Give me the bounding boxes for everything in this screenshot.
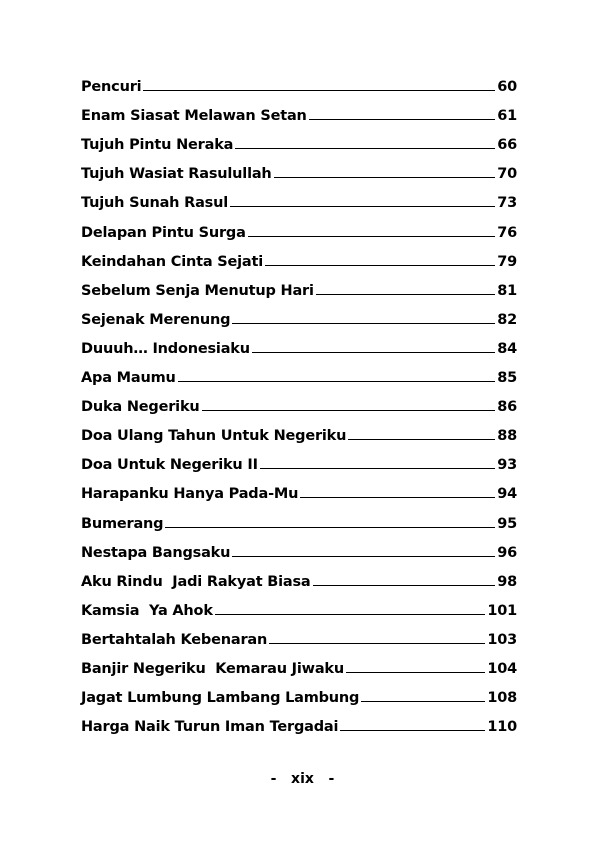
- toc-entry-title: Keindahan Cinta Sejati: [81, 253, 263, 270]
- toc-entry-page: 60: [497, 79, 517, 96]
- toc-entry-title: Doa Untuk Negeriku II: [81, 457, 258, 474]
- toc-entry-page: 95: [497, 515, 517, 532]
- toc-entry-title: Jagat Lumbung Lambang Lambung: [81, 690, 360, 707]
- toc-entry-page: 81: [497, 282, 517, 299]
- toc-entry-page: 70: [497, 166, 517, 183]
- toc-entry-title: Banjir Negeriku Kemarau Jiwaku: [81, 660, 344, 677]
- toc-leader-line: [215, 614, 486, 615]
- toc-entry[interactable]: [81, 328, 517, 357]
- toc-entry[interactable]: [81, 270, 517, 299]
- toc-leader-line: [235, 148, 495, 149]
- toc-entry-title: Kamsia Ya Ahok: [81, 602, 213, 619]
- toc-entry-page: 93: [497, 457, 517, 474]
- toc-leader-line: [265, 265, 495, 266]
- toc-entry-page: 85: [497, 370, 517, 387]
- toc-leader-line: [260, 468, 495, 469]
- toc-entry[interactable]: [81, 532, 517, 561]
- toc-entry-title: Enam Siasat Melawan Setan: [81, 108, 307, 125]
- toc-leader-line: [232, 323, 495, 324]
- toc-entry-title: Doa Ulang Tahun Untuk Negeriku: [81, 428, 347, 445]
- toc-entry[interactable]: [81, 153, 517, 182]
- toc-entry-page: 104: [487, 660, 517, 677]
- toc-entry-title: Harga Naik Turun Iman Tergadai: [81, 719, 339, 736]
- page-number: - xix -: [270, 771, 335, 787]
- toc-entry[interactable]: [81, 299, 517, 328]
- table-of-contents: [81, 66, 517, 735]
- toc-entry[interactable]: [81, 444, 517, 473]
- toc-leader-line: [348, 439, 495, 440]
- toc-entry[interactable]: [81, 415, 517, 444]
- toc-entry-title: Harapanku Hanya Pada-Mu: [81, 486, 299, 503]
- toc-entry[interactable]: [81, 357, 517, 386]
- toc-leader-line: [178, 381, 496, 382]
- toc-entry-title: Sejenak Merenung: [81, 311, 231, 328]
- toc-entry[interactable]: [81, 677, 517, 706]
- toc-entry-title: Tujuh Sunah Rasul: [81, 195, 229, 212]
- toc-entry-page: 110: [487, 719, 517, 736]
- toc-entry[interactable]: [81, 561, 517, 590]
- toc-entry[interactable]: [81, 124, 517, 153]
- toc-leader-line: [361, 701, 485, 702]
- toc-leader-line: [340, 730, 485, 731]
- toc-leader-line: [269, 643, 485, 644]
- toc-entry-page: 82: [497, 311, 517, 328]
- toc-entry-title: Bertahtalah Kebenaran: [81, 631, 268, 648]
- toc-entry-page: 103: [487, 631, 517, 648]
- toc-leader-line: [346, 672, 485, 673]
- toc-entry-page: 88: [497, 428, 517, 445]
- toc-leader-line: [230, 206, 495, 207]
- toc-leader-line: [313, 585, 496, 586]
- toc-entry[interactable]: [81, 95, 517, 124]
- toc-entry-page: 84: [497, 340, 517, 357]
- toc-entry[interactable]: [81, 386, 517, 415]
- toc-leader-line: [316, 294, 495, 295]
- toc-entry-page: 76: [497, 224, 517, 241]
- toc-entry-page: 108: [487, 690, 517, 707]
- toc-entry[interactable]: [81, 590, 517, 619]
- toc-entry-page: 94: [497, 486, 517, 503]
- toc-entry-page: 79: [497, 253, 517, 270]
- toc-entry-title: Bumerang: [81, 515, 164, 532]
- toc-entry-page: 96: [497, 544, 517, 561]
- toc-entry[interactable]: [81, 182, 517, 211]
- toc-entry-title: Tujuh Wasiat Rasulullah: [81, 166, 272, 183]
- toc-entry-page: 101: [487, 602, 517, 619]
- toc-leader-line: [274, 177, 496, 178]
- page-footer: [0, 771, 605, 787]
- toc-entry-page: 73: [497, 195, 517, 212]
- toc-entry-title: Duka Negeriku: [81, 399, 200, 416]
- toc-entry-title: Pencuri: [81, 79, 142, 96]
- toc-entry-title: Duuuh… Indonesiaku: [81, 340, 250, 357]
- toc-entry-page: 86: [497, 399, 517, 416]
- toc-entry-page: 66: [497, 137, 517, 154]
- toc-entry-title: Apa Maumu: [81, 370, 176, 387]
- toc-entry[interactable]: [81, 241, 517, 270]
- toc-entry-page: 98: [497, 573, 517, 590]
- toc-entry[interactable]: [81, 619, 517, 648]
- toc-leader-line: [309, 119, 496, 120]
- toc-entry-title: Nestapa Bangsaku: [81, 544, 231, 561]
- toc-leader-line: [232, 556, 495, 557]
- toc-entry[interactable]: [81, 502, 517, 531]
- toc-entry[interactable]: [81, 648, 517, 677]
- toc-leader-line: [252, 352, 495, 353]
- toc-leader-line: [165, 527, 495, 528]
- toc-leader-line: [143, 90, 495, 91]
- toc-entry-page: 61: [497, 108, 517, 125]
- toc-entry[interactable]: [81, 211, 517, 240]
- toc-leader-line: [248, 236, 496, 237]
- toc-entry[interactable]: [81, 66, 517, 95]
- toc-entry-title: Tujuh Pintu Neraka: [81, 137, 234, 154]
- toc-entry-title: Delapan Pintu Surga: [81, 224, 246, 241]
- toc-entry[interactable]: [81, 706, 517, 735]
- toc-entry-title: Sebelum Senja Menutup Hari: [81, 282, 314, 299]
- toc-leader-line: [300, 497, 495, 498]
- toc-entry[interactable]: [81, 473, 517, 502]
- toc-leader-line: [202, 410, 496, 411]
- toc-entry-title: Aku Rindu Jadi Rakyat Biasa: [81, 573, 311, 590]
